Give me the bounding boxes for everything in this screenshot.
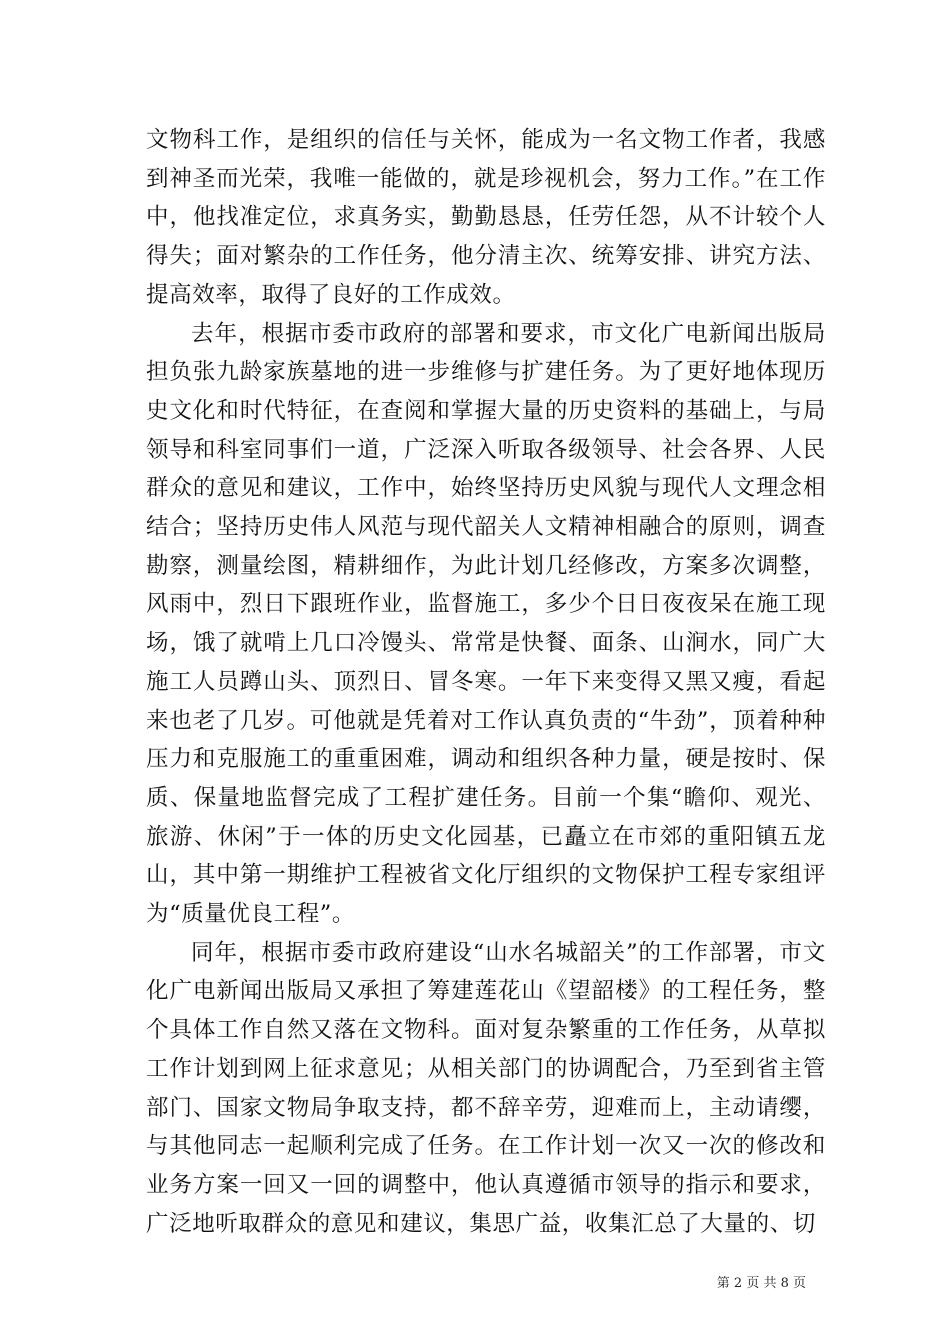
paragraph-2: 去年，根据市委市政府的部署和要求，市文化广电新闻出版局担负张九龄家族墓地的进一步维修与扩建任务。为了更好地体现历史文化和时代特征，在查阅和掌握大量的历史资料的基础上，与局领导和科室同事们一道，广泛深入听取各级领导、社会各界、人民群众的意见和建议，工作中，始终坚持历史风貌与现代人文理念相结合；坚持历史伟人风范与现代韶关人文精神相融合的原则，调查勘察，测量绘图，精耕细作，为此计划几经修改，方案多次调整，风雨中，烈日下跟班作业，监督施工，多少个日日夜夜呆在施工现场，饿了就啃上几口冷馒头、常常是快餐、面条、山涧水，同广大施工人员蹲山头、顶烈日、冒冬寒。一年下来变得又黑又瘦，看起来也老了几岁。可他就是凭着对工作认真负责的“牛劲”，顶着种种压力和克服施工的重重困难，调动和组织各种力量，硬是按时、保质、保量地监督完成了工程扩建任务。目前一个集“瞻仰、观光、旅游、休闲”于一体的历史文化园基，已矗立在市郊的重阳镇五龙山，其中第一期维护工程被省文化厅组织的文物保护工程专家组评为“质量优良工程”。 <box>146 320 826 928</box>
page-number-footer: 第 2 页 共 8 页 <box>716 1276 806 1291</box>
paragraph-3: 同年，根据市委市政府建设“山水名城韶关”的工作部署，市文化广电新闻出版局又承担了筹建莲花山《望韶楼》的工程任务，整个具体工作自然又落在文物科。面对复杂繁重的工作任务，从草拟工作计划到网上征求意见；从相关部门的协调配合，乃至到省主管部门、国家文物局争取支持，都不辞辛劳，迎难而上，主动请缨，与其他同志一起顺利完成了任务。在工作计划一次又一次的修改和业务方案一回又一回的调整中，他认真遵循市领导的指示和要求，广泛地听取群众的意见和建议，集思广益，收集汇总了大量的、切 <box>146 939 826 1237</box>
body-text <box>146 121 826 1243</box>
paragraph-1: 文物科工作，是组织的信任与关怀，能成为一名文物工作者，我感到神圣而光荣，我唯一能做的，就是珍视机会，努力工作。”在工作中，他找准定位，求真务实，勤勤恳恳，任劳任怨，从不计较个人得失；面对繁杂的工作任务，他分清主次、统筹安排、讲究方法、提高效率，取得了良好的工作成效。 <box>146 127 826 308</box>
